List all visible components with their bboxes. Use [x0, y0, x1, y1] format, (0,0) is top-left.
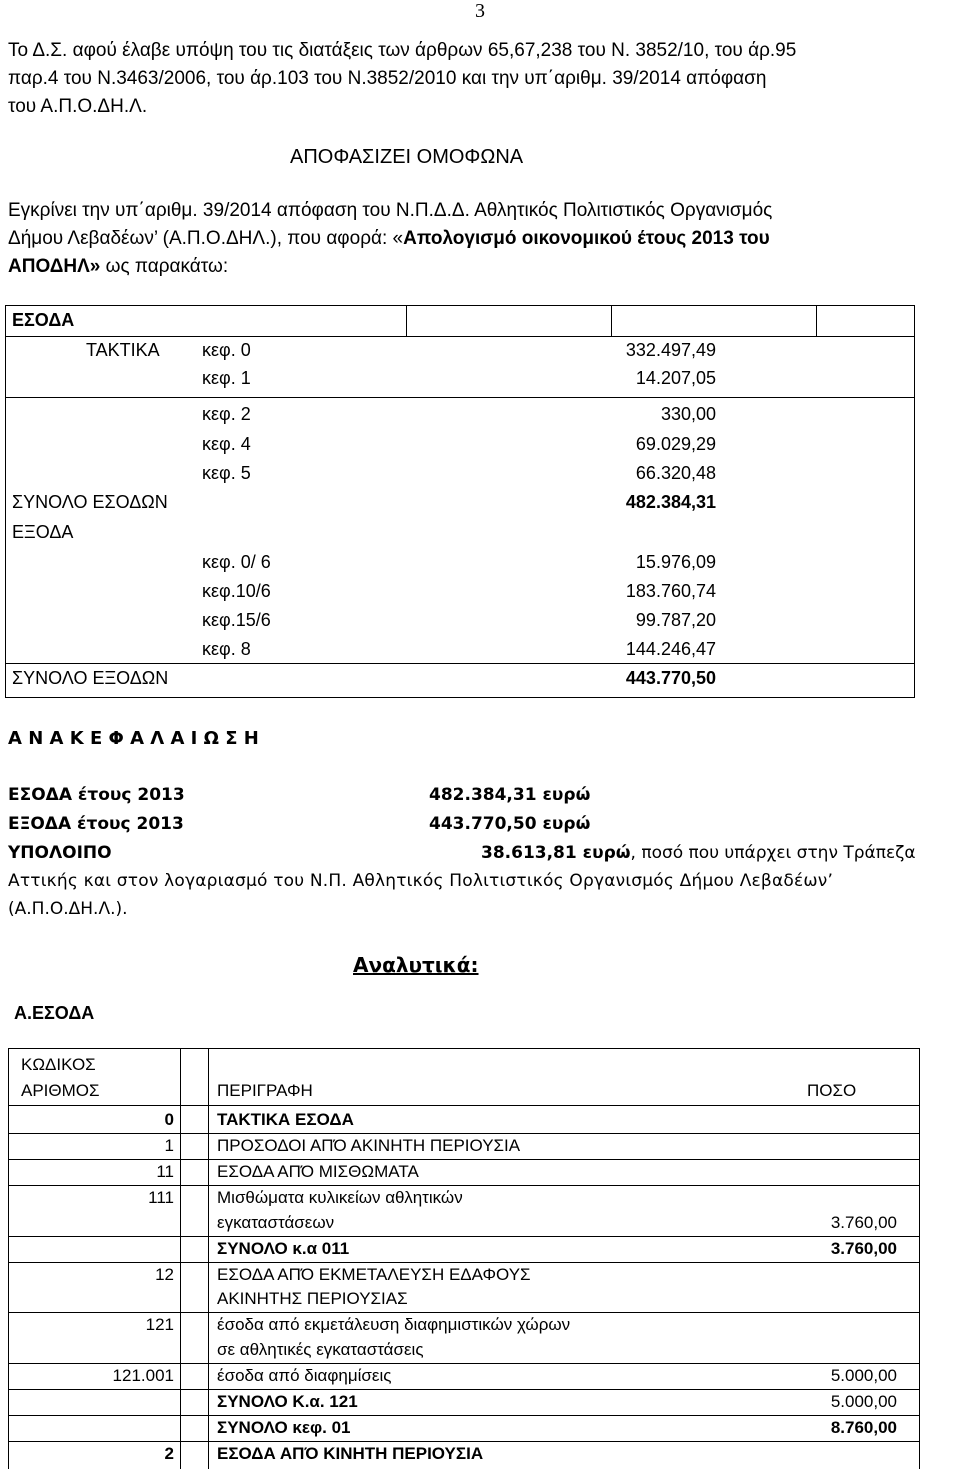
row-description: έσοδα από διαφημίσεις — [217, 1366, 392, 1385]
expense-total-value: 443.770,50 — [625, 668, 716, 688]
row-description-line-2: εγκαταστάσεων — [217, 1213, 335, 1232]
row-description: ΤΑΚΤΙΚΑ ΕΣΟΔΑ — [217, 1110, 354, 1129]
row-description-line-2: ΑΚΙΝΗΤΗΣ ΠΕΡΙΟΥΣΙΑΣ — [217, 1289, 408, 1308]
recap-balance-line-2: Αττικής και στον λογαριασμό του Ν.Π. Αθλητικός Πολιτιστικός Οργανισμός Δήμου Λεβαδέων’ — [8, 871, 834, 891]
row-description: ΣΥΝΟΛΟ κεφ. 01 — [217, 1418, 351, 1437]
row-code: 12 — [155, 1265, 174, 1284]
intro-line-2: παρ.4 του Ν.3463/2006, του άρ.103 του Ν.3852/2010 και την υπ΄αριθμ. 39/2014 απόφαση — [8, 68, 767, 89]
decision-line-3-text: ως παρακάτω: — [100, 256, 229, 277]
row-code: 0 — [164, 1110, 174, 1129]
expense-chapter: κεφ. 8 — [202, 639, 251, 659]
row-divider — [9, 1262, 919, 1263]
row-divider — [9, 1133, 919, 1134]
recap-balance-label: ΥΠΟΛΟΙΠΟ — [8, 843, 112, 863]
section-a-label: Α.ΕΣΟΔΑ — [14, 1003, 95, 1023]
header-divider — [816, 306, 817, 336]
row-divider — [9, 1389, 919, 1390]
income-amount: 330,00 — [660, 404, 716, 424]
row-description: ΕΣΟΔΑ ΑΠΌ ΜΙΣΘΩΜΑΤΑ — [217, 1162, 419, 1181]
row-amount: 5.000,00 — [830, 1392, 897, 1411]
column-divider — [208, 1049, 209, 1469]
row-code: 1 — [164, 1136, 174, 1155]
row-divider — [9, 1159, 919, 1160]
decision-line-1: Εγκρίνει την υπ΄αριθμ. 39/2014 απόφαση του Ν.Π.Δ.Δ. Αθλητικός Πολιτιστικός Οργανισμός — [8, 200, 773, 221]
row-code: 2 — [164, 1444, 174, 1463]
recap-balance-note: , ποσό που υπάρχει στην Τράπεζα — [630, 843, 916, 863]
income-label: ΕΣΟΔΑ — [12, 310, 75, 330]
intro-line-3: του Α.Π.Ο.ΔΗ.Λ. — [8, 96, 148, 117]
expense-amount: 15.976,09 — [635, 552, 716, 572]
col-header-code-line-2: ΑΡΙΘΜΟΣ — [21, 1081, 100, 1100]
expense-amount: 183.760,74 — [625, 581, 716, 601]
header-divider — [9, 1105, 919, 1106]
income-chapter: κεφ. 0 — [202, 340, 251, 360]
intro-line-1: Το Δ.Σ. αφού έλαβε υπόψη του τις διατάξεις των άρθρων 65,67,238 του Ν. 3852/10, του άρ.95 — [8, 40, 797, 61]
header-divider — [611, 306, 612, 336]
income-chapter: κεφ. 5 — [202, 463, 251, 483]
expense-total-label: ΣΥΝΟΛΟ ΕΞΟΔΩΝ — [12, 668, 169, 688]
summary-table — [5, 305, 915, 698]
expense-chapter: κεφ. 0/ 6 — [202, 552, 271, 572]
recap-balance — [481, 843, 916, 863]
row-divider — [9, 1363, 919, 1364]
header-divider — [406, 306, 407, 336]
row-code: 11 — [156, 1162, 174, 1181]
column-divider — [180, 1049, 181, 1469]
row-divider — [9, 1185, 919, 1186]
row-amount: 8.760,00 — [830, 1418, 897, 1437]
row-description: ΠΡΟΣΟΔΟΙ ΑΠΌ ΑΚΙΝΗΤΗ ΠΕΡΙΟΥΣΙΑ — [217, 1136, 521, 1155]
decision-line-2-bold: Απολογισμό οικονομικού έτους 2013 του — [403, 228, 770, 249]
detail-table — [8, 1048, 920, 1469]
expense-amount: 144.246,47 — [625, 639, 716, 659]
page-number: 3 — [475, 0, 485, 22]
row-divider — [9, 1236, 919, 1237]
expense-amount: 99.787,20 — [635, 610, 716, 630]
regular-label: ΤΑΚΤΙΚΑ — [86, 340, 160, 360]
row-divider — [9, 1441, 919, 1442]
recap-expense-label: ΕΞΟΔΑ έτους 2013 — [8, 814, 184, 834]
recap-income-label: ΕΣΟΔΑ έτους 2013 — [8, 785, 185, 805]
recap-balance-value: 38.613,81 ευρώ — [481, 843, 631, 863]
income-chapter: κεφ. 1 — [202, 368, 251, 388]
expense-chapter: κεφ.10/6 — [202, 581, 271, 601]
income-amount: 14.207,05 — [635, 368, 716, 388]
row-description-line-2: σε αθλητικές εγκαταστάσεις — [217, 1340, 424, 1359]
income-chapter: κεφ. 2 — [202, 404, 251, 424]
row-divider — [9, 1415, 919, 1416]
row-amount: 5.000,00 — [830, 1366, 897, 1385]
recap-heading: Α Ν Α Κ Ε Φ Α Λ Α Ι Ω Σ Η — [8, 728, 259, 749]
row-divider — [9, 1312, 919, 1313]
expense-label: ΕΞΟΔΑ — [12, 522, 74, 542]
summary-table-header-row — [6, 306, 914, 337]
expense-chapter: κεφ.15/6 — [202, 610, 271, 630]
row-code: 111 — [148, 1188, 174, 1207]
recap-balance-line-3: (Α.Π.Ο.ΔΗ.Λ.). — [8, 899, 128, 919]
income-total-label: ΣΥΝΟΛΟ ΕΣΟΔΩΝ — [12, 492, 168, 512]
recap-expense-value: 443.770,50 ευρώ — [429, 814, 591, 834]
row-description: έσοδα από εκμετάλευση διαφημιστικών χώρων — [217, 1315, 571, 1334]
decision-line-3-bold: ΑΠΟΔΗΛ» — [8, 256, 101, 277]
row-amount: 3.760,00 — [830, 1213, 897, 1232]
row-divider — [6, 663, 914, 664]
income-amount: 69.029,29 — [635, 434, 716, 454]
row-divider — [6, 397, 914, 398]
decision-heading: ΑΠΟΦΑΣΙΖΕΙ ΟΜΟΦΩΝΑ — [290, 146, 524, 168]
recap-income-value: 482.384,31 ευρώ — [429, 785, 591, 805]
row-code: 121.001 — [112, 1366, 174, 1385]
decision-line-2-text: Δήμου Λεβαδέων’ (Α.Π.Ο.ΔΗΛ.), που αφορά: « — [8, 228, 404, 249]
row-description: ΕΣΟΔΑ ΑΠΌ ΕΚΜΕΤΑΛΕΥΣΗ ΕΔΑΦΟΥΣ — [217, 1265, 531, 1284]
row-description: ΣΥΝΟΛΟ Κ.α. 121 — [217, 1392, 358, 1411]
row-description: Μισθώματα κυλικείων αθλητικών — [217, 1188, 463, 1207]
row-code: 121 — [145, 1315, 174, 1334]
row-description: ΕΣΟΔΑ ΑΠΌ ΚΙΝΗΤΗ ΠΕΡΙΟΥΣΙΑ — [217, 1444, 484, 1463]
income-amount: 66.320,48 — [635, 463, 716, 483]
income-amount: 332.497,49 — [625, 340, 716, 360]
decision-line-2 — [8, 228, 770, 250]
income-total-value: 482.384,31 — [625, 492, 716, 512]
col-header-code-line-1: ΚΩΔΙΚΟΣ — [21, 1055, 96, 1074]
income-chapter: κεφ. 4 — [202, 434, 251, 454]
decision-line-3 — [8, 256, 228, 278]
row-description: ΣΥΝΟΛΟ κ.α 011 — [217, 1239, 350, 1258]
col-header-amount: ΠΟΣΟ — [807, 1081, 857, 1100]
details-heading: Αναλυτικά: — [353, 953, 479, 977]
row-amount: 3.760,00 — [830, 1239, 897, 1258]
col-header-description: ΠΕΡΙΓΡΑΦΗ — [217, 1081, 313, 1100]
